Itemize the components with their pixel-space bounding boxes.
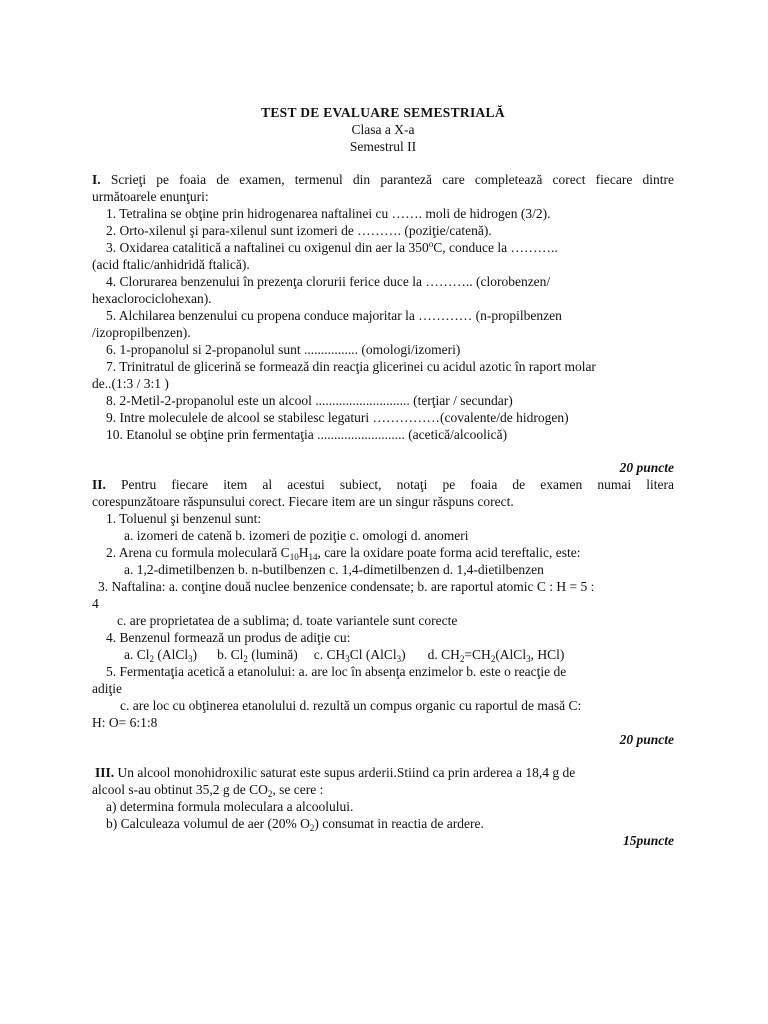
s2-question-2: 2. Arena cu formula moleculară $C_{10}H_{14}$, care la oxidare poate forma acid tereftalic, este: (106, 545, 581, 562)
s1-item-2: 2. Orto-xilenul şi para-xilenul sunt izomeri de ………. (poziţie/catenă). (106, 223, 492, 238)
s1-item-7-cont: de..(1:3 / 3:1 ) (92, 376, 169, 391)
section2-intro-line2: corespunzătoare răspunsului corect. Fiecare item are un singur răspuns corect. (92, 494, 514, 509)
section1-intro: I. Scrieţi pe foaia de examen, termenul din paranteză care completează corect fiecare dintre (92, 172, 675, 187)
section1-intro-line2: următoarele enunţuri: (92, 189, 209, 204)
s2-question-5-cont: adiţie (92, 681, 122, 696)
s1-item-9: 9. Intre moleculele de alcool se stabilesc legaturi ……………(covalente/de hidrogen) (106, 410, 569, 425)
s2-question-3-options: c. are proprietatea de a sublima; d. toate variantele sunt corecte (117, 613, 458, 628)
s3-points: 15puncte (622, 833, 674, 848)
s2-question-2-options: a. 1,2-dimetilbenzen b. n-butilbenzen c. 1,4-dimetilbenzen d. 1,4-dietilbenzen (124, 562, 544, 577)
s2-question-4: 4. Benzenul formează un produs de adiţie cu: (106, 630, 351, 645)
section3-roman: III. (95, 765, 115, 780)
s1-item-1: 1. Tetralina se obţine prin hidrogenarea naftalinei cu ……. moli de hidrogen (3/2). (106, 206, 551, 221)
s1-item-10: 10. Etanolul se obţine prin fermentaţia .......................... (acetică/alcoolică) (106, 427, 508, 442)
s2-q4-option-c: c. $CH_3Cl$ (AlCl$_3$) (313, 647, 406, 664)
s2-question-3-cont: 4 (92, 596, 99, 611)
s1-item-3: 3. Oxidarea catalitică a naftalinei cu oxigenul din aer la 350$^o$C, conduce la ……….. (106, 239, 558, 255)
section3-intro: III. Un alcool monohidroxilic saturat este supus arderii.Stiind ca prin arderea a 18,4 g de (95, 765, 576, 780)
page-title: TEST DE EVALUARE SEMESTRIALĂ (261, 105, 505, 120)
section3-intro-line2: alcool s-au obtinut 35,2 g de $CO_2$, se cere : (92, 782, 324, 799)
s2-question-3: 3. Naftalina: a. conţine două nuclee benzenice condensate; b. are raportul atomic C : H = 5 : (98, 579, 595, 594)
s2-points: 20 puncte (619, 732, 674, 747)
s1-points: 20 puncte (619, 460, 674, 475)
s2-question-1: 1. Toluenul şi benzenul sunt: (106, 511, 262, 526)
s2-question-1-options: a. izomeri de catenă b. izomeri de poziţie c. omologi d. anomeri (124, 528, 469, 543)
s2-q4-option-a: a. $Cl_2$ (AlCl$_3$) (124, 647, 198, 664)
s2-q4-option-d: d. $CH_2=CH_2(AlCl_3$, HCl) (427, 647, 565, 664)
s3-task-a: a) determina formula moleculara a alcoolului. (106, 799, 354, 814)
section1-roman: I. (92, 172, 101, 187)
s2-question-5: 5. Fermentaţia acetică a etanolului: a. are loc în absenţa enzimelor b. este o reacţie de (106, 664, 567, 679)
semester-label: Semestrul II (349, 139, 417, 154)
s1-item-7: 7. Trinitratul de glicerină se formează din reacţia glicerinei cu acidul azotic în raport molar (106, 359, 596, 374)
s1-item-5-cont: /izopropilbenzen). (92, 325, 191, 340)
s1-item-5: 5. Alchilarea benzenului cu propena conduce majoritar la ………… (n-propilbenzen (106, 308, 562, 323)
s1-item-3-cont: (acid ftalic/anhidridă ftalică). (92, 257, 250, 272)
s2-q4-option-b: b. $Cl_2$ (lumină) (217, 647, 298, 664)
s2-question-4-options (124, 646, 564, 663)
s1-item-4: 4. Clorurarea benzenului în prezenţa clorurii ferice duce la ……….. (clorobenzen/ (106, 274, 551, 289)
s1-item-6: 6. 1-propanolul si 2-propanolul sunt ................ (omologi/izomeri) (106, 342, 461, 357)
s2-question-5-options-cont: H: O= 6:1:8 (92, 715, 158, 730)
s1-item-4-cont: hexaclorociclohexan). (92, 291, 212, 306)
s1-item-8: 8. 2-Metil-2-propanolul este un alcool ............................ (terţiar / secundar) (106, 393, 513, 408)
class-label: Clasa a X-a (351, 122, 415, 137)
section2-intro: II. Pentru fiecare item al acestui subiect, notaţi pe foaia de examen numai litera (92, 477, 675, 492)
section2-roman: II. (92, 477, 106, 492)
s2-question-5-options: c. are loc cu obţinerea etanolului d. rezultă un compus organic cu raportul de masă C: (120, 698, 582, 713)
s3-task-b: b) Calculeaza volumul de aer (20% $O_2$) consumat in reactia de ardere. (106, 816, 484, 833)
